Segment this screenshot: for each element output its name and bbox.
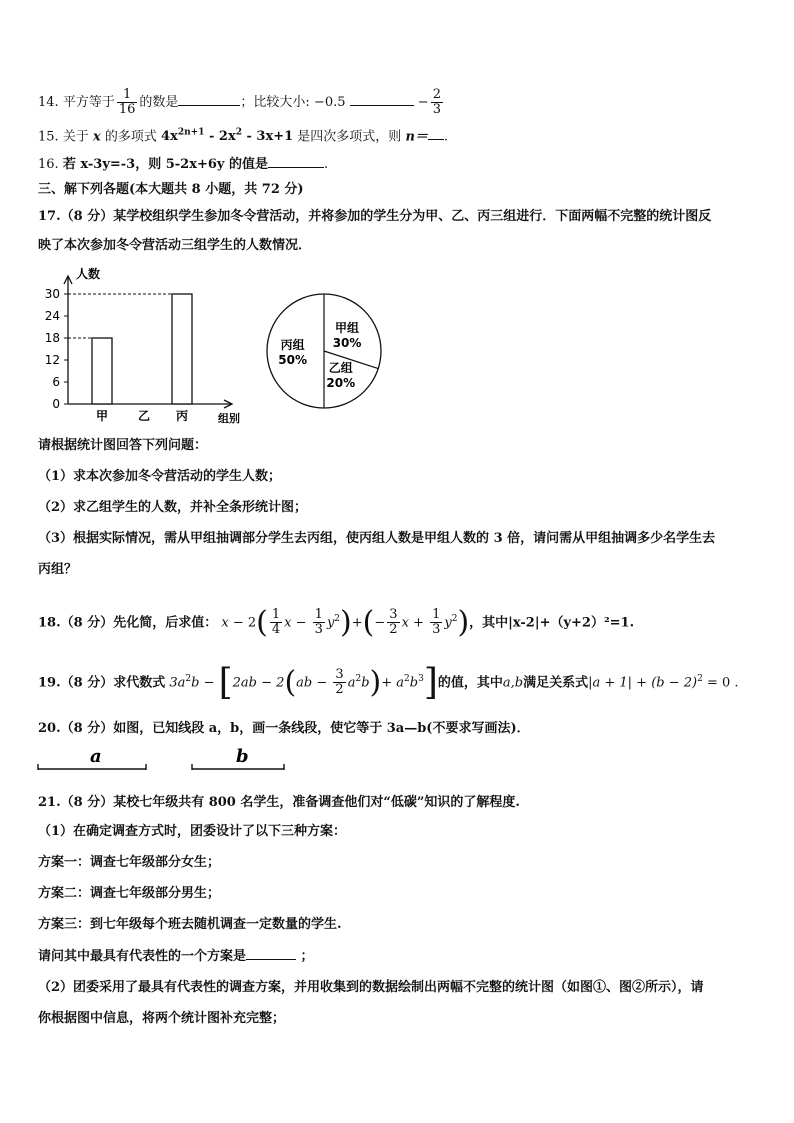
y-tick-label: 12 <box>44 353 60 367</box>
x-tick-label: 乙 <box>137 409 151 423</box>
question-15: 15. 关于 x 的多项式 $4x^{2n+1} - 2x^2 - 3x+1$ 是四次多项式，则 n＝ . <box>38 128 449 145</box>
pie-chart <box>262 288 392 414</box>
x-tick-label: 丙 <box>175 409 189 423</box>
answer-blank[interactable] <box>428 127 444 140</box>
question-16: 16. 若 x-3y=-3，则 5-2x+6y 的值是 . <box>38 157 329 172</box>
question-14: 14. 平方等于 $\frac{1}{16}$ 的数是 ；比较大小: −0.5 − $\frac{2}{3}$ <box>38 87 441 117</box>
question-17-line1: 17.（8 分）某学校组织学生参加冬令营活动，并将参加的学生分为甲、乙、丙三组进行．下面两幅不完整的统计图反 <box>38 209 712 224</box>
section-heading: 三、解下列各题(本大题共 8 小题，共 72 分) <box>38 182 304 197</box>
question-21-plan2: 方案二：调查七年级部分男生； <box>38 886 221 901</box>
y-tick-label: 30 <box>44 287 60 301</box>
bar-甲 <box>92 338 112 404</box>
answer-blank[interactable] <box>350 93 414 106</box>
y-tick-label: 6 <box>52 375 60 389</box>
answer-blank[interactable] <box>246 947 296 960</box>
bar-丙 <box>172 294 192 404</box>
x-tick-label: 甲 <box>95 409 109 423</box>
answer-blank[interactable] <box>268 155 324 168</box>
fraction-1-16: $\frac{1}{16}$ <box>118 87 136 117</box>
segment-a-label: a <box>90 746 102 767</box>
slice-percent-label: 50% <box>278 353 308 367</box>
segment-b-label: b <box>236 746 249 767</box>
polynomial: $4x^{2n+1} - 2x^2 - 3x+1$ <box>161 128 294 145</box>
line-segments-figure <box>34 742 294 776</box>
y-tick-label: 24 <box>44 309 60 323</box>
question-21-sub2-line1: （2）团委采用了最具有代表性的调查方案，并用收集到的数据绘制出两幅不完整的统计图（如图①、图②所示），请 <box>38 980 704 995</box>
question-17-sub1: （1）求本次参加冬令营活动的学生人数； <box>38 469 282 484</box>
question-21-plan1: 方案一：调查七年级部分女生； <box>38 855 221 870</box>
y-axis-label: 人数 <box>76 267 101 281</box>
question-17-sub3-line1: （3）根据实际情况，需从甲组抽调部分学生去丙组，使丙组人数是甲组人数的 3 倍，请问需从甲组抽调多少名学生去 <box>38 531 716 546</box>
answer-blank[interactable] <box>178 93 240 106</box>
y-tick-label: 18 <box>44 331 60 345</box>
slice-label: 丙组 <box>280 338 305 352</box>
question-17-sub2: （2）求乙组学生的人数，并补全条形统计图； <box>38 500 308 515</box>
question-20: 20.（8 分）如图，已知线段 a，b，画一条线段，使它等于 3a—b(不要求写画法)． <box>38 721 530 736</box>
question-17-line2: 映了本次参加冬令营活动三组学生的人数情况． <box>38 238 312 253</box>
slice-label: 甲组 <box>335 321 360 336</box>
question-18: 18.（8 分）先化简，后求值： x − 2( $\frac{1}{4}$ x − $\frac{1}{3}$ $y^2)+(-$ $\frac{3}{2}$ x + $\frac{1}{3}$ $y^2$)，其中|x-2|+（y+2）²=1. <box>38 604 635 640</box>
question-19: 19.（8 分）求代数式 $3a^2b - [2ab - 2(ab$ − $\frac{3}{2}$ $a^2b)+ a^2b^3$]的值，其中a,b满足关系式$|a + 1| + (b - 2)^2 = 0$ . <box>38 661 739 703</box>
slice-label: 乙组 <box>328 361 353 376</box>
question-21-sub1: （1）在确定调查方式时，团委设计了以下三种方案： <box>38 824 347 839</box>
x-axis-label: 组别 <box>218 412 240 425</box>
slice-percent-label: 30% <box>332 336 362 351</box>
slice-percent-label: 20% <box>326 376 356 391</box>
bar-chart <box>36 262 256 432</box>
question-21-plan3: 方案三：到七年级每个班去随机调查一定数量的学生. <box>38 917 342 932</box>
question-17-prompt: 请根据统计图回答下列问题： <box>38 438 208 453</box>
question-21-line1: 21.（8 分）某校七年级共有 800 名学生，准备调查他们对“低碳”知识的了解程度. <box>38 795 520 810</box>
fraction-2-3: $\frac{2}{3}$ <box>432 87 441 117</box>
question-17-sub3-line2: 丙组？ <box>38 562 78 577</box>
y-tick-label: 0 <box>52 397 60 411</box>
question-21-sub2-line2: 你根据图中信息，将两个统计图补充完整； <box>38 1011 286 1026</box>
question-21-question: 请问其中最具有代表性的一个方案是 ； <box>38 949 314 964</box>
